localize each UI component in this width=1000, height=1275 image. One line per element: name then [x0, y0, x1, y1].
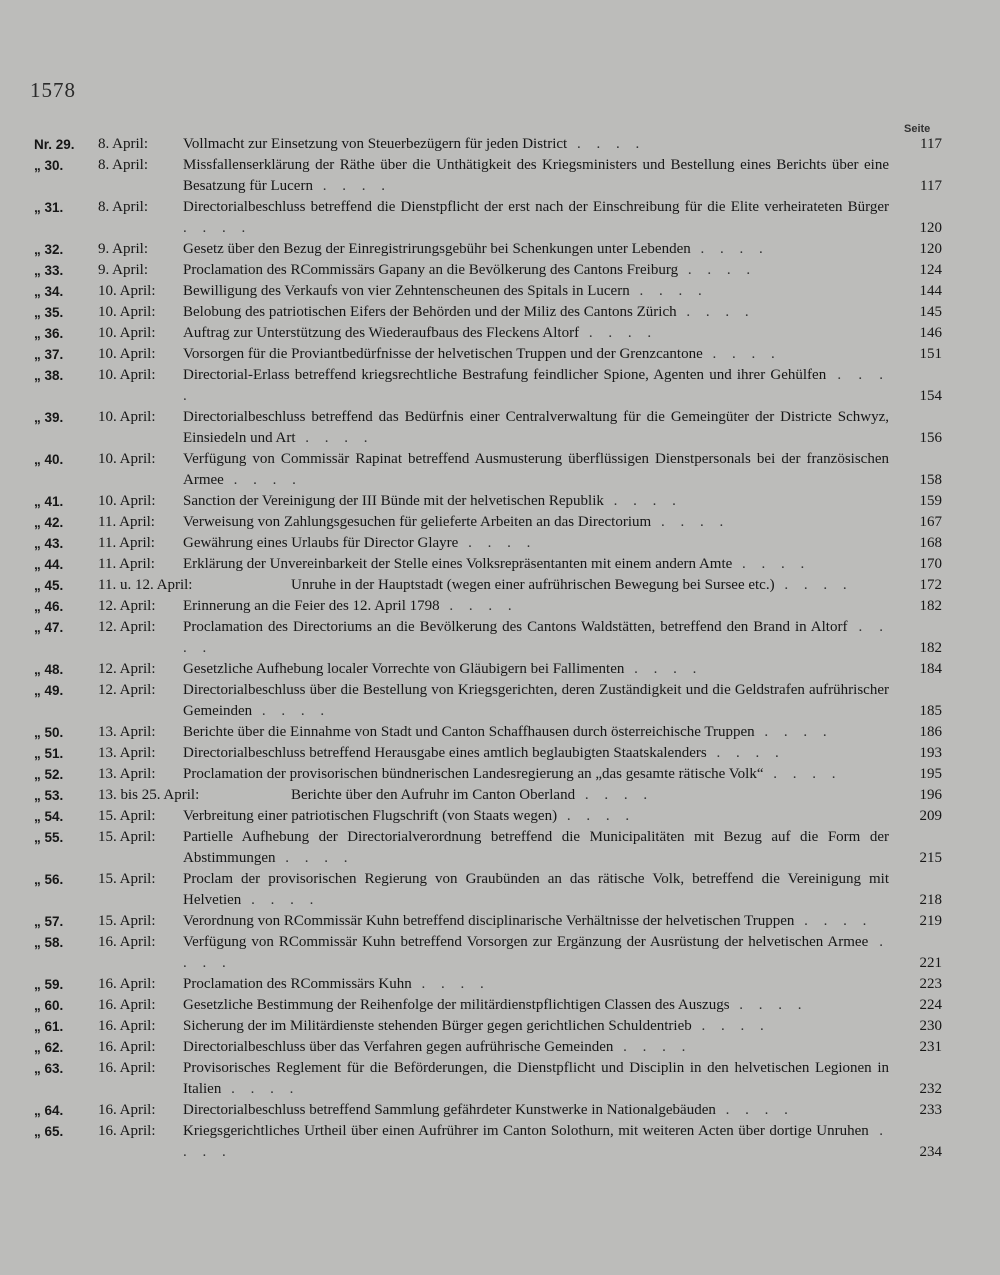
- entry-number: „ 51.: [34, 746, 64, 761]
- toc-entry: [0, 1016, 1000, 1037]
- toc-entry: [0, 407, 1000, 449]
- entry-number: „ 58.: [34, 935, 64, 950]
- entry-number: „ 40.: [34, 452, 64, 467]
- entry-date: 10. April:: [98, 451, 156, 467]
- entry-title-text: Directorial-Erlass betreffend kriegsrechtliche Bestrafung feindlicher Spione, Agenten und ihrer Gehülfen: [183, 367, 827, 383]
- entry-title-text: Proclamation des RCommissärs Gapany an die Bevölkerung des Cantons Freiburg: [183, 262, 679, 278]
- entry-title: [183, 806, 889, 827]
- entry-title-text: Gesetzliche Aufhebung localer Vorrechte von Gläubigern bei Fallimenten: [183, 661, 625, 677]
- toc-entry: [0, 764, 1000, 785]
- entry-title-text: Berichte über den Aufruhr im Canton Oberland: [291, 787, 576, 803]
- dot-leader: . . . .: [557, 808, 636, 824]
- entry-number: „ 46.: [34, 599, 64, 614]
- entry-title-text: Belobung des patriotischen Eifers der Behörden und der Miliz des Cantons Zürich: [183, 304, 677, 320]
- entry-number: „ 33.: [34, 263, 64, 278]
- entry-title: [183, 869, 889, 911]
- entry-page-number: 230: [919, 1018, 942, 1034]
- entry-page-number: 184: [919, 661, 942, 677]
- entry-page-number: 158: [919, 472, 942, 488]
- entry-title: [183, 512, 889, 533]
- entry-page-number: 196: [919, 787, 942, 803]
- toc-entry: [0, 512, 1000, 533]
- entry-title-text: Auftrag zur Unterstützung des Wiederaufbaus des Fleckens Altorf: [183, 325, 580, 341]
- toc-entry: [0, 1037, 1000, 1058]
- dot-leader: . . . .: [411, 976, 490, 992]
- toc-entry: [0, 932, 1000, 974]
- entry-page-number: 218: [919, 892, 942, 908]
- dot-leader: . . . .: [624, 661, 703, 677]
- entry-page-number: 185: [919, 703, 942, 719]
- entry-title-text: Missfallenserklärung der Räthe über die Unthätigkeit des Kriegsministers und Bestellung eines Berichts über eine Besatzung für Lucern: [183, 157, 889, 194]
- toc-entry: [0, 617, 1000, 659]
- toc-entry: [0, 302, 1000, 323]
- entry-page-number: 209: [919, 808, 942, 824]
- dot-leader: . . . .: [702, 346, 781, 362]
- entry-page-number: 231: [919, 1039, 942, 1055]
- entry-number: „ 50.: [34, 725, 64, 740]
- entry-date: 15. April:: [98, 913, 156, 929]
- dot-leader: . . . .: [763, 766, 842, 782]
- toc-entry: [0, 911, 1000, 932]
- entry-page-number: 233: [919, 1102, 942, 1118]
- entry-title-text: Verweisung von Zahlungsgesuchen für gelieferte Arbeiten an das Directorium: [183, 514, 652, 530]
- entry-page-number: 186: [919, 724, 942, 740]
- entry-number: „ 44.: [34, 557, 64, 572]
- entry-title: [183, 575, 889, 596]
- entry-number: „ 52.: [34, 767, 64, 782]
- toc-entry: [0, 155, 1000, 197]
- entry-page-number: 219: [919, 913, 942, 929]
- dot-leader: . . . .: [223, 472, 302, 488]
- entry-date: 10. April:: [98, 493, 156, 509]
- entry-title-text: Directorialbeschluss über das Verfahren gegen aufrührische Gemeinden: [183, 1039, 614, 1055]
- dot-leader: . . . .: [183, 367, 889, 404]
- entry-date: 13. bis 25. April:: [98, 787, 200, 803]
- entry-title: [183, 911, 889, 932]
- toc-entry: [0, 197, 1000, 239]
- entry-number: „ 41.: [34, 494, 64, 509]
- dot-leader: . . . .: [579, 325, 658, 341]
- entry-date: 16. April:: [98, 1060, 156, 1076]
- entry-number: „ 63.: [34, 1061, 64, 1076]
- entry-number: „ 62.: [34, 1040, 64, 1055]
- toc-entry: [0, 596, 1000, 617]
- entry-title: [183, 1100, 889, 1121]
- entry-title: [183, 533, 889, 554]
- entry-date: 16. April:: [98, 1039, 156, 1055]
- entry-title: [183, 680, 889, 722]
- entry-number: „ 65.: [34, 1124, 64, 1139]
- entry-title-text: Verbreitung einer patriotischen Flugschrift (von Staats wegen): [183, 808, 558, 824]
- entry-number: „ 54.: [34, 809, 64, 824]
- entry-date: 12. April:: [98, 598, 156, 614]
- entry-number: „ 59.: [34, 977, 64, 992]
- entry-title: [183, 407, 889, 449]
- entry-title: [183, 302, 889, 323]
- entry-number: „ 57.: [34, 914, 64, 929]
- entry-title: [183, 785, 889, 806]
- entry-date: 13. April:: [98, 745, 156, 761]
- entry-title-text: Proclamation der provisorischen bündnerischen Landesregierung an „das gesamte rätische Volk“: [183, 766, 764, 782]
- entry-title: [183, 260, 889, 281]
- entry-title: [183, 239, 889, 260]
- entry-title: [183, 827, 889, 869]
- dot-leader: . . . .: [732, 556, 811, 572]
- entry-date: 13. April:: [98, 766, 156, 782]
- page-column-header: Seite: [904, 123, 931, 135]
- entry-date: 13. April:: [98, 724, 156, 740]
- entry-title: [183, 491, 889, 512]
- dot-leader: . . . .: [241, 892, 320, 908]
- dot-leader: . . . .: [676, 304, 755, 320]
- entry-title-text: Gesetzliche Bestimmung der Reihenfolge der militärdienstpflichtigen Classen des Auszugs: [183, 997, 730, 1013]
- entry-title-text: Directorialbeschluss betreffend das Bedürfnis einer Centralverwaltung für die Gemeingüter der Districte Schwyz, Einsiedeln und Art: [183, 409, 889, 446]
- entry-date: 16. April:: [98, 1018, 156, 1034]
- entry-title-text: Proclamation des RCommissärs Kuhn: [183, 976, 412, 992]
- entry-title: [183, 134, 889, 155]
- toc-entry: [0, 1100, 1000, 1121]
- toc-entry: [0, 344, 1000, 365]
- entry-date: 16. April:: [98, 1102, 156, 1118]
- dot-leader: . . . .: [603, 493, 682, 509]
- entry-date: 8. April:: [98, 199, 149, 215]
- dot-leader: . . . .: [221, 1081, 300, 1097]
- dot-leader: . . . .: [754, 724, 833, 740]
- entry-title: [183, 617, 889, 659]
- entry-date: 16. April:: [98, 997, 156, 1013]
- entry-page-number: 172: [919, 577, 942, 593]
- entry-page-number: 120: [919, 220, 942, 236]
- entry-number: „ 36.: [34, 326, 64, 341]
- dot-leader: . . . .: [794, 913, 873, 929]
- entry-title-text: Berichte über die Einnahme von Stadt und Canton Schaffhausen durch österreichische Truppen: [183, 724, 755, 740]
- entry-date: 15. April:: [98, 871, 156, 887]
- entry-title: [183, 197, 889, 239]
- dot-leader: . . . .: [629, 283, 708, 299]
- entry-page-number: 167: [919, 514, 942, 530]
- entry-page-number: 182: [919, 640, 942, 656]
- entry-date: 16. April:: [98, 1123, 156, 1139]
- entry-date: 10. April:: [98, 409, 156, 425]
- toc-entry: [0, 575, 1000, 596]
- entry-page-number: 195: [919, 766, 942, 782]
- dot-leader: . . . .: [706, 745, 785, 761]
- dot-leader: . . . .: [613, 1039, 692, 1055]
- page-number: 1578: [30, 78, 76, 102]
- dot-leader: . . . .: [252, 703, 331, 719]
- dot-leader: . . . .: [275, 850, 354, 866]
- toc-entry: [0, 449, 1000, 491]
- entry-page-number: 232: [919, 1081, 942, 1097]
- entry-title-text: Directorialbeschluss betreffend Sammlung gefährdeter Kunstwerke in Nationalgebäuden: [183, 1102, 716, 1118]
- entry-page-number: 168: [919, 535, 942, 551]
- entry-title: [183, 1016, 889, 1037]
- dot-leader: . . . .: [183, 619, 889, 656]
- entry-date: 10. April:: [98, 304, 156, 320]
- entry-page-number: 117: [920, 136, 942, 152]
- entry-date: 10. April:: [98, 325, 156, 341]
- entry-title: [183, 344, 889, 365]
- toc-entry: [0, 239, 1000, 260]
- dot-leader: . . . .: [312, 178, 391, 194]
- toc-entry: [0, 680, 1000, 722]
- entry-title-text: Proclamation des Directoriums an die Bevölkerung des Cantons Waldstätten, betreffend den Brand in Altorf: [183, 619, 848, 635]
- entry-number: „ 64.: [34, 1103, 64, 1118]
- entry-title: [183, 155, 889, 197]
- entry-title: [183, 743, 889, 764]
- entry-number: „ 55.: [34, 830, 64, 845]
- entry-number: „ 43.: [34, 536, 64, 551]
- entry-title: [183, 722, 889, 743]
- entry-number: „ 45.: [34, 578, 64, 593]
- entry-title-text: Partielle Aufhebung der Directorialverordnung betreffend die Municipalitäten mit Bezug auf die Form der Abstimmungen: [183, 829, 889, 866]
- entry-page-number: 159: [919, 493, 942, 509]
- entry-date: 11. April:: [98, 556, 155, 572]
- entry-date: 12. April:: [98, 682, 156, 698]
- entry-title-text: Erklärung der Unvereinbarkeit der Stelle eines Volksrepräsentanten mit einem andern Amte: [183, 556, 733, 572]
- entry-number: „ 61.: [34, 1019, 64, 1034]
- entry-page-number: 154: [919, 388, 942, 404]
- dot-leader: . . . .: [567, 136, 646, 152]
- entry-date: 15. April:: [98, 808, 156, 824]
- toc-entry: [0, 1121, 1000, 1163]
- entry-date: 8. April:: [98, 136, 149, 152]
- entry-page-number: 120: [919, 241, 942, 257]
- entry-page-number: 193: [919, 745, 942, 761]
- entry-date: 10. April:: [98, 283, 156, 299]
- entry-page-number: 215: [919, 850, 942, 866]
- toc-entry: [0, 827, 1000, 869]
- entry-title: [183, 995, 889, 1016]
- dot-leader: . . . .: [183, 934, 889, 971]
- entry-number: „ 38.: [34, 368, 64, 383]
- entry-page-number: 221: [919, 955, 942, 971]
- entry-title-text: Gesetz über den Bezug der Einregistrirungsgebühr bei Schenkungen unter Lebenden: [183, 241, 691, 257]
- entry-page-number: 223: [919, 976, 942, 992]
- entry-title: [183, 323, 889, 344]
- dot-leader: . . . .: [651, 514, 730, 530]
- entry-number: „ 32.: [34, 242, 64, 257]
- toc-entry: [0, 533, 1000, 554]
- entry-date: 10. April:: [98, 346, 156, 362]
- entry-date: 11. April:: [98, 535, 155, 551]
- entry-title-text: Verfügung von RCommissär Kuhn betreffend Vorsorgen zur Ergänzung der Ausrüstung der helvetischen Armee: [183, 934, 869, 950]
- entry-title-text: Gewährung eines Urlaubs für Director Glayre: [183, 535, 459, 551]
- entry-title-text: Erinnerung an die Feier des 12. April 1798: [183, 598, 440, 614]
- entry-date: 8. April:: [98, 157, 149, 173]
- entry-page-number: 234: [919, 1144, 942, 1160]
- dot-leader: . . . .: [183, 220, 252, 236]
- entry-number: Nr. 29.: [34, 137, 75, 152]
- entry-title-text: Proclam der provisorischen Regierung von Graubünden an das rätische Volk, betreffend die Vereinigung mit Helvetien: [183, 871, 889, 908]
- entry-page-number: 156: [919, 430, 942, 446]
- entry-number: „ 60.: [34, 998, 64, 1013]
- entry-number: „ 39.: [34, 410, 64, 425]
- entry-title: [183, 554, 889, 575]
- entry-date: 16. April:: [98, 934, 156, 950]
- entry-date: 12. April:: [98, 661, 156, 677]
- dot-leader: . . . .: [715, 1102, 794, 1118]
- toc-entry: [0, 806, 1000, 827]
- entry-title-text: Verfügung von Commissär Rapinat betreffend Ausmusterung überflüssigen Dienstpersonals bei der französischen Armee: [183, 451, 889, 488]
- entry-title: [183, 974, 889, 995]
- entry-date: 9. April:: [98, 241, 149, 257]
- dot-leader: . . . .: [575, 787, 654, 803]
- entry-date: 16. April:: [98, 976, 156, 992]
- entry-title: [183, 659, 889, 680]
- entry-title-text: Bewilligung des Verkaufs von vier Zehntenscheunen des Spitals in Lucern: [183, 283, 630, 299]
- toc-entry: [0, 722, 1000, 743]
- entry-page-number: 170: [919, 556, 942, 572]
- toc-entry: [0, 260, 1000, 281]
- entry-number: „ 37.: [34, 347, 64, 362]
- entry-title-text: Sicherung der im Militärdienste stehenden Bürger gegen gerichtlichen Schuldentrieb: [183, 1018, 692, 1034]
- dot-leader: . . . .: [691, 1018, 770, 1034]
- entry-page-number: 146: [919, 325, 942, 341]
- entry-date: 12. April:: [98, 619, 156, 635]
- dot-leader: . . . .: [295, 430, 374, 446]
- entry-title-text: Directorialbeschluss betreffend die Dienstpflicht der erst nach der Einschreibung für die Elite verheirateten Bürger: [183, 199, 889, 215]
- entry-number: „ 35.: [34, 305, 64, 320]
- dot-leader: . . . .: [458, 535, 537, 551]
- entry-title-text: Vollmacht zur Einsetzung von Steuerbezügern für jeden District: [183, 136, 568, 152]
- toc-entry: [0, 491, 1000, 512]
- entry-title-text: Directorialbeschluss betreffend Herausgabe eines amtlich beglaubigten Staatskalenders: [183, 745, 707, 761]
- entry-title: [183, 365, 889, 407]
- entry-date: 10. April:: [98, 367, 156, 383]
- entry-number: „ 34.: [34, 284, 64, 299]
- entry-date: 15. April:: [98, 829, 156, 845]
- entry-title: [183, 932, 889, 974]
- entry-number: „ 49.: [34, 683, 64, 698]
- entry-title: [183, 1121, 889, 1163]
- toc-entry: [0, 554, 1000, 575]
- dot-leader: . . . .: [439, 598, 518, 614]
- entry-page-number: 117: [920, 178, 942, 194]
- entry-number: „ 31.: [34, 200, 64, 215]
- entry-title-text: Kriegsgerichtliches Urtheil über einen Aufrührer im Canton Solothurn, mit weiteren Acten über dortige Unruhen: [183, 1123, 869, 1139]
- entry-title-text: Verordnung von RCommissär Kuhn betreffend disciplinarische Verhältnisse der helvetischen Truppen: [183, 913, 795, 929]
- table-of-contents: [0, 134, 1000, 1163]
- entry-page-number: 182: [919, 598, 942, 614]
- entry-number: „ 30.: [34, 158, 64, 173]
- dot-leader: . . . .: [774, 577, 853, 593]
- toc-entry: [0, 323, 1000, 344]
- entry-page-number: 224: [919, 997, 942, 1013]
- toc-entry: [0, 869, 1000, 911]
- entry-title-text: Provisorisches Reglement für die Beförderungen, die Dienstpflicht und Disciplin in den helvetischen Legionen in Italien: [183, 1060, 889, 1097]
- entry-title: [183, 1058, 889, 1100]
- entry-title: [183, 281, 889, 302]
- toc-entry: [0, 365, 1000, 407]
- entry-title: [183, 764, 889, 785]
- entry-title-text: Vorsorgen für die Proviantbedürfnisse der helvetischen Truppen und der Grenzcantone: [183, 346, 703, 362]
- toc-entry: [0, 974, 1000, 995]
- dot-leader: . . . .: [729, 997, 808, 1013]
- entry-number: „ 47.: [34, 620, 64, 635]
- entry-title-text: Unruhe in der Hauptstadt (wegen einer aufrührischen Bewegung bei Sursee etc.): [291, 577, 775, 593]
- dot-leader: . . . .: [678, 262, 757, 278]
- entry-page-number: 124: [919, 262, 942, 278]
- toc-entry: [0, 134, 1000, 155]
- entry-page-number: 151: [919, 346, 942, 362]
- entry-title: [183, 449, 889, 491]
- entry-page-number: 144: [919, 283, 942, 299]
- entry-title-text: Sanction der Vereinigung der III Bünde mit der helvetischen Republik: [183, 493, 604, 509]
- toc-entry: [0, 743, 1000, 764]
- dot-leader: . . . .: [183, 1123, 889, 1160]
- entry-date: 11. April:: [98, 514, 155, 530]
- entry-page-number: 145: [919, 304, 942, 320]
- entry-title-text: Directorialbeschluss über die Bestellung von Kriegsgerichten, deren Zuständigkeit und die Geldstrafen aufrührischer Gemeinden: [183, 682, 889, 719]
- entry-date: 9. April:: [98, 262, 149, 278]
- entry-number: „ 48.: [34, 662, 64, 677]
- dot-leader: . . . .: [690, 241, 769, 257]
- toc-entry: [0, 281, 1000, 302]
- entry-number: „ 42.: [34, 515, 64, 530]
- entry-number: „ 53.: [34, 788, 64, 803]
- entry-date: 11. u. 12. April:: [98, 577, 193, 593]
- toc-entry: [0, 1058, 1000, 1100]
- entry-title: [183, 596, 889, 617]
- entry-number: „ 56.: [34, 872, 64, 887]
- toc-entry: [0, 785, 1000, 806]
- toc-entry: [0, 659, 1000, 680]
- entry-title: [183, 1037, 889, 1058]
- toc-entry: [0, 995, 1000, 1016]
